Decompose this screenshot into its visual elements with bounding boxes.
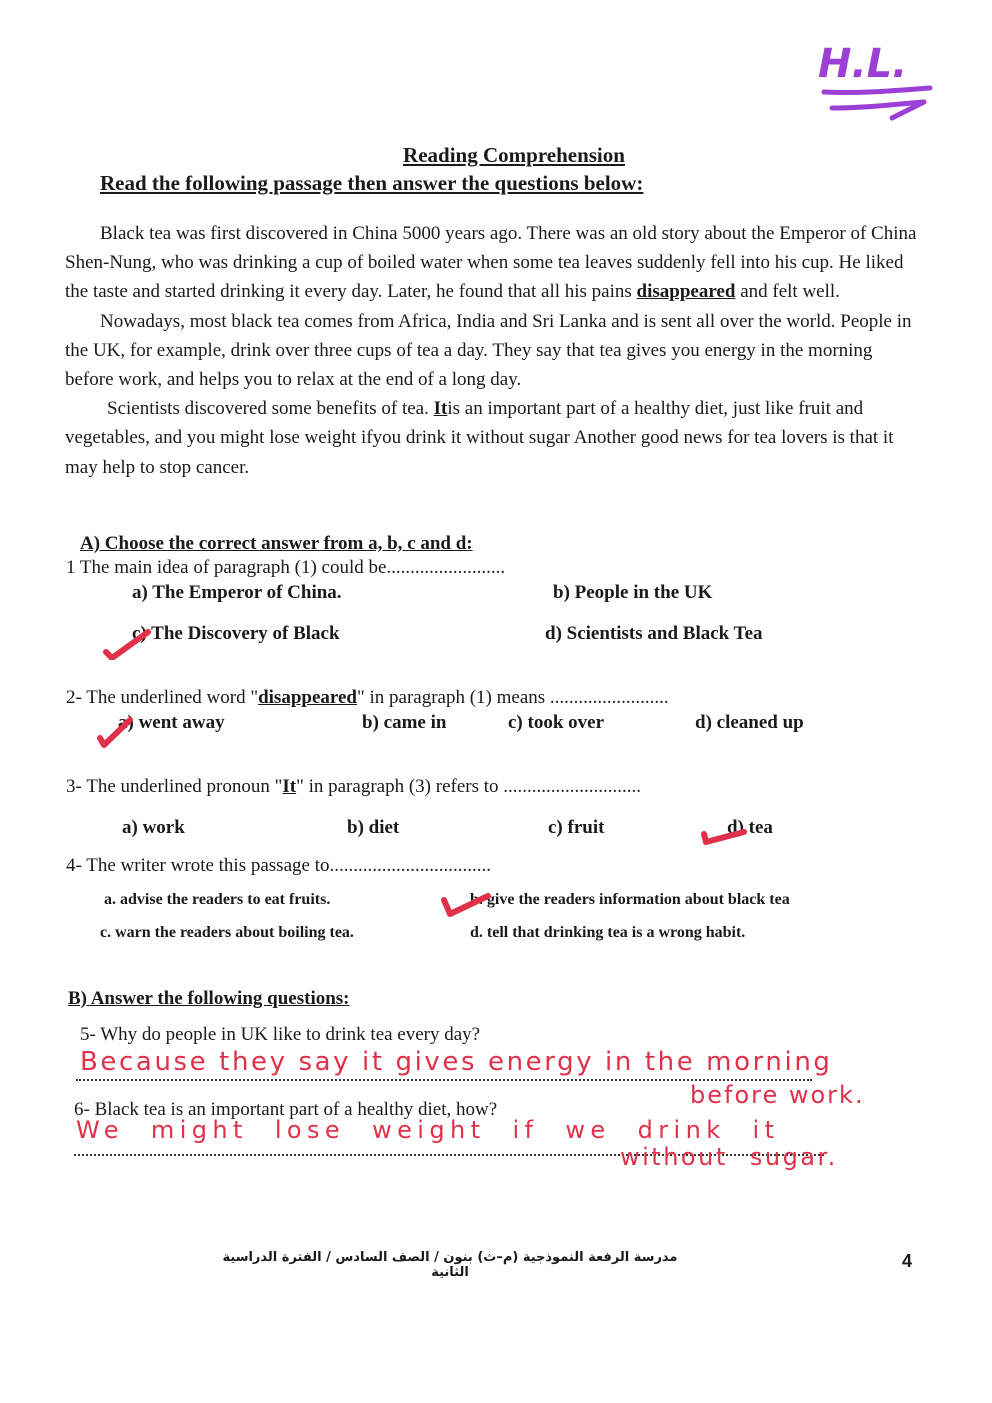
section-a-heading: A) Choose the correct answer from a, b, c and d: bbox=[80, 533, 473, 554]
q4-option-d: d. tell that drinking tea is a wrong habit. bbox=[470, 924, 746, 941]
q2-check-mark-icon bbox=[96, 712, 136, 748]
q3-option-d: d) tea bbox=[727, 817, 773, 838]
q5-handwritten-answer-line2: before work. bbox=[690, 1081, 865, 1109]
page-number: 4 bbox=[902, 1251, 913, 1271]
page-title: Reading Comprehension bbox=[403, 143, 625, 167]
teacher-initials-mark bbox=[812, 38, 942, 133]
q1-option-a: a) The Emperor of China. bbox=[132, 582, 342, 603]
q4-check-mark-icon bbox=[440, 890, 492, 920]
q5-handwritten-answer-line1: Because they say it gives energy in the morning bbox=[80, 1047, 833, 1077]
q1-option-d: d) Scientists and Black Tea bbox=[545, 623, 763, 644]
q4-option-a: a. advise the readers to eat fruits. bbox=[104, 891, 331, 908]
q4-option-b: b. give the readers information about black tea bbox=[470, 891, 790, 908]
q3-option-c: c) fruit bbox=[548, 817, 605, 838]
q6-handwritten-answer-line1: We might lose weight if we drink it bbox=[76, 1116, 780, 1144]
q2-option-d: d) cleaned up bbox=[695, 712, 804, 733]
q2-option-c: c) took over bbox=[508, 712, 605, 733]
passage-paragraph-1: Black tea was first discovered in China 5000 years ago. There was an old story about the Emperor of China Shen-Nung, who was drinking a cup of boiled water when some tea leaves suddenly fell into his cup. He liked the taste and started drinking it every day. Later, he found that all his pains disappeared and felt well. bbox=[65, 223, 917, 303]
q4-option-c: c. warn the readers about boiling tea. bbox=[100, 924, 354, 941]
passage-paragraph-3: Scientists discovered some benefits of tea. Itis an important part of a healthy diet, just like fruit and vegetables, and you might lose weight ifyou drink it without sugar Another good news for tea lovers is that it may help to stop cancer. bbox=[65, 398, 894, 478]
q3-check-mark-icon bbox=[700, 818, 750, 848]
question-4-stem: 4- The writer wrote this passage to.................................. bbox=[66, 855, 491, 876]
passage-paragraph-2: Nowadays, most black tea comes from Africa, India and Sri Lanka and is sent all over the world. People in the UK, for example, drink over three cups of tea a day. They say that tea gives you energy in the morning before work, and helps you to relax at the end of a long day. bbox=[65, 310, 912, 391]
question-2-stem: 2- The underlined word "disappeared" in paragraph (1) means ......................... bbox=[66, 687, 669, 708]
question-6-stem: 6- Black tea is an important part of a healthy diet, how? bbox=[74, 1099, 498, 1120]
q6-handwritten-answer-line2: without sugar. bbox=[620, 1143, 838, 1171]
q1-option-b: b) People in the UK bbox=[553, 582, 713, 603]
question-1-stem: 1 The main idea of paragraph (1) could be......................... bbox=[66, 557, 506, 578]
question-3-stem: 3- The underlined pronoun "It" in paragraph (3) refers to ............................. bbox=[66, 776, 642, 797]
reading-passage bbox=[65, 219, 923, 482]
q2-option-b: b) came in bbox=[362, 712, 447, 733]
footer-school-info: مدرسة الرفعة النموذجية (م–ث) بنون / الصف السادس / الفترة الدراسية الثانية bbox=[222, 1250, 678, 1280]
q3-option-b: b) diet bbox=[347, 817, 400, 838]
q1-option-c: c) The Discovery of Black bbox=[132, 623, 340, 644]
q1-check-mark-icon bbox=[102, 624, 152, 660]
instruction-heading: Read the following passage then answer the questions below: bbox=[100, 171, 644, 195]
keyword-disappeared: disappeared bbox=[636, 281, 736, 303]
q3-option-a: a) work bbox=[122, 817, 185, 838]
q2-option-a: a) went away bbox=[118, 712, 225, 733]
question-5-stem: 5- Why do people in UK like to drink tea every day? bbox=[80, 1024, 481, 1045]
q3-keyword: It bbox=[282, 776, 297, 797]
section-b-heading: B) Answer the following questions: bbox=[68, 988, 350, 1009]
q2-keyword: disappeared bbox=[258, 687, 357, 708]
teacher-mark-underline bbox=[812, 82, 942, 127]
teacher-initials-text: H.L. bbox=[818, 41, 908, 87]
keyword-it: It bbox=[433, 398, 448, 420]
